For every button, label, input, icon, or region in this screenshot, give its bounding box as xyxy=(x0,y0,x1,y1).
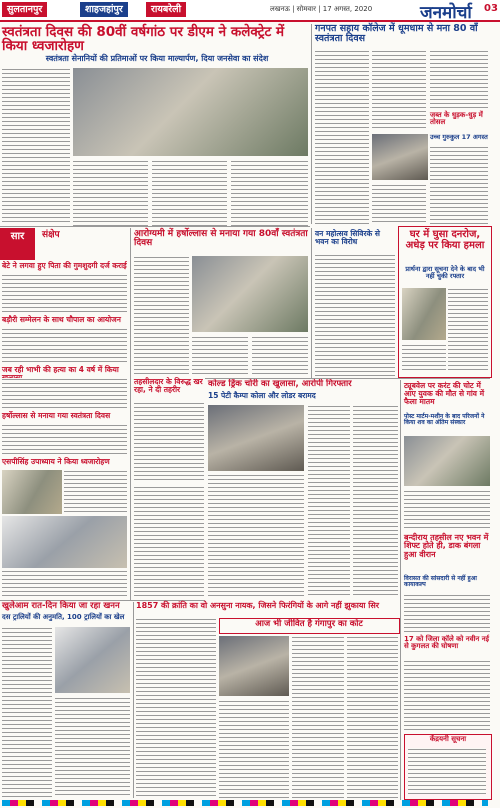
headline-bandeeray: बन्दीराय तहसील नए भवन में शिफ्ट होते ही, डाक बंगला हुआ वीरान xyxy=(404,533,489,559)
brief-photo xyxy=(2,516,127,568)
tubewell-photo xyxy=(404,436,490,486)
article-text-block xyxy=(73,160,148,228)
brief-section-badge xyxy=(0,228,35,260)
headline-1857: 1857 की क्रांति का वो अनसुना नायक, जिसने फिरंगियों के आगे नहीं झुकाया सिर xyxy=(136,601,380,610)
article-text-block xyxy=(134,486,204,598)
brief-photo xyxy=(2,470,62,514)
section-divider xyxy=(205,378,490,379)
headline-ghar: घर में घुसा दनरोज, अधेड़ पर किया हमला xyxy=(405,229,485,251)
section-tag-sultanpur: सुलतानपुर xyxy=(2,2,47,17)
headline-aroginmi: आरोग्यमी में हर्षोल्लास से मनाया गया 80वाँ स्वतंत्रता दिवस xyxy=(134,229,308,249)
brief-text xyxy=(2,424,127,454)
brief-headline-3: जब रही भाभी की हत्या का 4 वर्ष में किया xyxy=(2,365,119,374)
headline-right-col1: जब्त के धुड़क-धुड़ में तोसल xyxy=(430,111,483,127)
headline-right-col2: उच्च गुरुकुल 17 अगस्त xyxy=(430,133,488,141)
article-text-block xyxy=(404,660,490,730)
fort-photo xyxy=(219,636,289,696)
column-divider xyxy=(400,380,401,800)
article-text-block xyxy=(315,254,395,378)
newspaper-logo: जनमोर्चा xyxy=(420,3,472,23)
brief-text xyxy=(2,274,127,314)
article-text-block xyxy=(430,146,488,224)
article-text-block xyxy=(402,344,446,372)
article-text-block xyxy=(430,50,488,108)
brief-text xyxy=(2,328,127,364)
article-text-block xyxy=(192,336,248,376)
article-text-block xyxy=(404,490,490,530)
main-subheadline: स्वतंत्रता सेनानियों की प्रतिमाओं पर किया माल्यार्पण, दिया जनसेवा का संदेश xyxy=(45,54,269,63)
masthead-bar xyxy=(0,0,500,22)
brief-headline-2: बड़ौरी सम्मेलन के साथ चौपाल का आयोजन xyxy=(2,315,121,324)
article-text-block xyxy=(448,288,488,372)
subheadline-tubewell: पोस्ट मार्टम-मशीन के बाद परिजनों ने किया शव का अंतिम संस्कार xyxy=(404,413,485,427)
brief-text xyxy=(64,470,127,514)
article-text-block xyxy=(308,405,350,598)
column-divider xyxy=(311,228,312,378)
headline-van-mahotsav: वन महोत्सव सिविरके से भवन का विरोध xyxy=(315,229,380,246)
subheadline-cold-drink: 15 पेटी कैम्पा कोला और लोडर बरामद xyxy=(208,391,316,400)
article-text-block xyxy=(208,474,304,598)
headline-tahsil: तहसीलदार के विरुद्ध खर रहा, ने दी तहरीर xyxy=(134,377,203,394)
ghar-photo xyxy=(402,288,446,340)
article-text-block xyxy=(55,697,130,797)
subheadline-bandeeray: विरासत की सांसदारी से नहीं हुआ कायाकल्प xyxy=(404,575,477,589)
subheadline-ghar: प्रार्थना द्वारा सूचना देने के बाद भी नहीं चुकी रफ्तार xyxy=(405,265,485,280)
headline-khanan: खुलेआम रात-दिन किया जा रहा खनन xyxy=(2,601,120,611)
page-number: 03 xyxy=(484,3,498,14)
ceremony-photo xyxy=(73,68,308,156)
headline-gangapur-kot: आज भी जीवित है गंगापुर का कोट xyxy=(255,619,363,629)
headline-tubewell: ट्यूबवेल पर करंट की चोट में आए युवक की मौत से गांव में फैला मातम xyxy=(404,381,485,406)
article-text-block xyxy=(2,627,52,797)
dateline: लखनऊ | सोमवार | 17 अगस्त, 2020 xyxy=(270,5,373,13)
column-divider xyxy=(130,228,131,600)
color-registration-strip xyxy=(2,800,488,806)
article-text-block xyxy=(347,636,398,798)
article-text-block xyxy=(134,256,189,376)
headline-right-col3: 17 को जिला कॉले को नवीन नई से कुगलत की घोषणा xyxy=(404,635,490,651)
article-text-block xyxy=(372,184,426,224)
notice-title: केंद्रयनी सूचना xyxy=(429,735,467,743)
headline-cold-drink: कोल्ड ड्रिंक चोरी का खुलासा, आरोपी गिरफ्तार xyxy=(208,379,352,389)
article-text-block xyxy=(292,636,344,798)
column-divider xyxy=(311,24,312,224)
section-divider xyxy=(0,226,310,227)
article-text-block xyxy=(152,160,227,228)
article-text-block xyxy=(136,618,216,798)
article-text-block xyxy=(219,700,289,798)
article-text-block xyxy=(252,336,308,376)
column-divider xyxy=(133,602,134,798)
article-text-block xyxy=(315,50,369,225)
college-photo xyxy=(372,134,428,180)
section-tag-shahjahanpur: शाहजहांपुर xyxy=(80,2,128,17)
brief-headline-4: हर्षोल्लास से मनाया गया स्वतंत्रता दिवस xyxy=(2,411,111,420)
brief-headline-1: बेटे ने लगवा हुए पिता की गुमशुदगी दर्ज कराई xyxy=(2,261,127,270)
brief-section-sublabel: संक्षेप xyxy=(42,230,60,240)
headline-ganpat-college: गनपत सहाय कॉलेज में धूमधाम से मना 80 वाँ स्वतंत्रता दिवस xyxy=(315,23,478,44)
aroginmi-photo xyxy=(192,256,308,332)
article-text-block xyxy=(134,402,204,482)
article-text-block xyxy=(2,68,70,223)
mining-photo xyxy=(55,627,130,693)
article-text-block xyxy=(353,405,398,598)
subheadline-khanan: दस ट्रालियों की अनुमति, 100 ट्रालियों का खेल xyxy=(2,613,125,621)
brief-text xyxy=(2,570,127,598)
article-text-block xyxy=(372,50,426,130)
article-text-block xyxy=(404,594,490,634)
brief-headline-5: एसपीसिंह उपाध्याय ने किया ध्वजारोहण xyxy=(2,457,110,466)
article-text-block xyxy=(231,160,308,228)
main-headline: स्वतंत्रता दिवस की 80वीं वर्षगांठ पर डीएम ने कलेक्ट्रेट में किया ध्वजारोहण xyxy=(2,24,285,55)
notice-text xyxy=(408,748,486,794)
cold-drink-photo xyxy=(208,405,304,471)
section-tag-raebareli: रायबरेली xyxy=(146,2,186,17)
brief-text xyxy=(2,378,127,410)
brief-section-label: सार xyxy=(10,231,25,242)
